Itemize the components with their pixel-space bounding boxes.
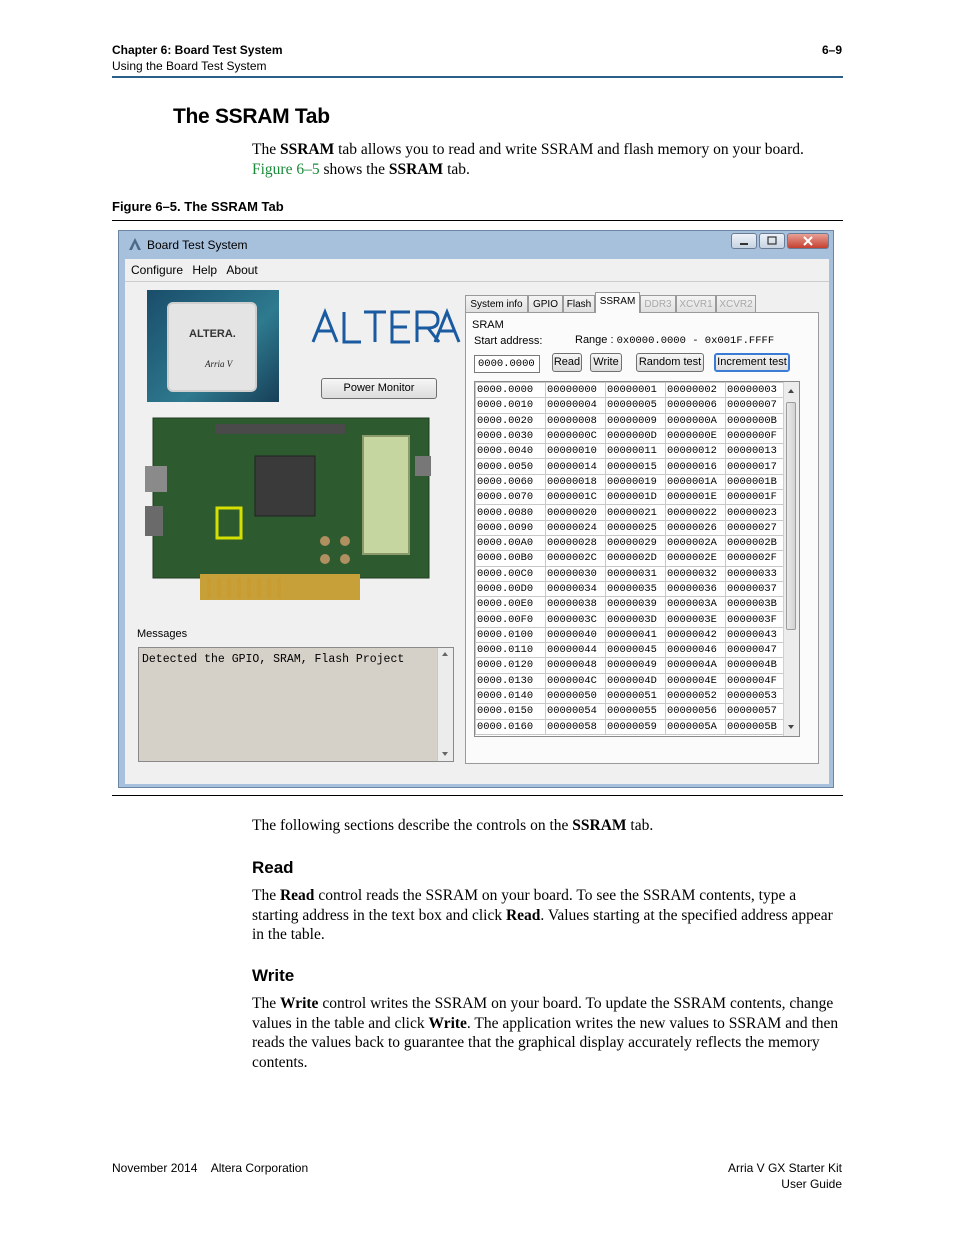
menu-about[interactable]: About: [226, 263, 258, 277]
data-cell[interactable]: 0000000C: [546, 428, 606, 443]
running-header-chapter: Chapter 6: Board Test System: [112, 43, 283, 57]
table-row: [476, 444, 786, 459]
message-text: Detected the GPIO, SRAM, Flash Project: [142, 653, 405, 666]
data-cell[interactable]: 00000047: [726, 643, 786, 658]
close-button[interactable]: [787, 233, 829, 249]
header-rule: [112, 76, 843, 78]
address-cell: 0000.0000: [476, 383, 546, 398]
menu-bar: [125, 259, 829, 281]
data-cell[interactable]: 0000003B: [726, 597, 786, 612]
data-cell[interactable]: 0000002D: [606, 551, 666, 566]
address-cell: 0000.0130: [476, 673, 546, 688]
data-cell[interactable]: 0000004A: [666, 658, 726, 673]
data-cell[interactable]: 00000057: [726, 704, 786, 719]
footer-date: November 2014: [112, 1161, 198, 1175]
footer-product: Arria V GX Starter Kit: [727, 1161, 842, 1175]
data-cell[interactable]: 00000005: [606, 398, 666, 413]
data-cell[interactable]: 00000009: [606, 413, 666, 428]
table-row: [476, 413, 786, 428]
data-cell[interactable]: 00000044: [546, 643, 606, 658]
figure-rule-top: [112, 220, 843, 221]
data-cell[interactable]: 0000004F: [726, 673, 786, 688]
window-client-area: [125, 281, 829, 784]
table-row: [476, 490, 786, 505]
tab-flash[interactable]: Flash: [563, 295, 595, 312]
figure-link[interactable]: Figure 6–5: [252, 160, 320, 178]
tab-system-info[interactable]: System info: [465, 295, 528, 312]
data-cell[interactable]: 0000001B: [726, 474, 786, 489]
data-cell[interactable]: 00000052: [666, 688, 726, 703]
data-cell[interactable]: 0000000E: [666, 428, 726, 443]
menu-help[interactable]: Help: [192, 263, 218, 277]
maximize-button[interactable]: [759, 233, 785, 249]
tab-gpio[interactable]: GPIO: [528, 295, 563, 312]
address-cell: 0000.0030: [476, 428, 546, 443]
altera-logo: [311, 308, 461, 348]
data-cell[interactable]: 0000000B: [726, 413, 786, 428]
data-cell[interactable]: 0000002E: [666, 551, 726, 566]
data-cell[interactable]: 00000035: [606, 581, 666, 596]
read-button[interactable]: Read: [552, 353, 582, 372]
data-cell[interactable]: 00000038: [546, 597, 606, 612]
table-scrollbar[interactable]: [783, 382, 799, 736]
app-icon: [128, 237, 142, 251]
table-row: [476, 551, 786, 566]
messages-scrollbar[interactable]: [437, 648, 453, 761]
data-cell[interactable]: 00000021: [606, 505, 666, 520]
data-cell[interactable]: 00000043: [726, 627, 786, 642]
table-row: [476, 566, 786, 581]
data-cell[interactable]: 00000016: [666, 459, 726, 474]
address-cell: 0000.00F0: [476, 612, 546, 627]
data-cell[interactable]: 00000020: [546, 505, 606, 520]
data-cell[interactable]: 00000036: [666, 581, 726, 596]
write-paragraph: The Write control writes the SSRAM on your board. To update the SSRAM contents, change values in the table and click Write. The application writes the new values to SSRAM and then reads the values back to guarantee that the graphical display accurately reflects the memory contents.: [252, 995, 839, 1071]
address-cell: 0000.0070: [476, 490, 546, 505]
data-cell[interactable]: 00000032: [666, 566, 726, 581]
address-cell: 0000.0100: [476, 627, 546, 642]
table-row: [476, 612, 786, 627]
data-cell[interactable]: 0000001D: [606, 490, 666, 505]
data-cell[interactable]: 00000034: [546, 581, 606, 596]
memory-table: [474, 381, 800, 737]
data-cell[interactable]: 0000003A: [666, 597, 726, 612]
data-cell[interactable]: 00000013: [726, 444, 786, 459]
address-cell: 0000.00E0: [476, 597, 546, 612]
data-cell[interactable]: 00000023: [726, 505, 786, 520]
table-row: [476, 383, 786, 398]
data-cell[interactable]: 00000041: [606, 627, 666, 642]
table-row: [476, 505, 786, 520]
data-cell[interactable]: 00000037: [726, 581, 786, 596]
address-cell: 0000.0010: [476, 398, 546, 413]
data-cell[interactable]: 00000033: [726, 566, 786, 581]
range-value: 0x0000.0000 - 0x001F.FFFF: [616, 335, 775, 347]
data-cell[interactable]: 00000059: [606, 719, 666, 734]
data-cell[interactable]: 00000018: [546, 474, 606, 489]
table-row: [476, 719, 786, 734]
dev-board-photo: [145, 416, 435, 606]
random-test-button[interactable]: Random test: [636, 353, 704, 372]
data-cell[interactable]: 0000001A: [666, 474, 726, 489]
data-cell[interactable]: 00000030: [546, 566, 606, 581]
address-cell: 0000.0060: [476, 474, 546, 489]
scroll-arrows-icon: [438, 648, 452, 761]
data-cell[interactable]: 00000051: [606, 688, 666, 703]
data-cell[interactable]: 0000005A: [666, 719, 726, 734]
running-header-section: Using the Board Test System: [112, 59, 267, 73]
data-cell[interactable]: 00000017: [726, 459, 786, 474]
data-cell[interactable]: 00000010: [546, 444, 606, 459]
figure-rule-bottom: [112, 795, 843, 796]
table-row: [476, 704, 786, 719]
start-address-label: Start address:: [474, 335, 543, 347]
table-row: [476, 627, 786, 642]
footer-right: [728, 1160, 842, 1192]
table-row: [476, 474, 786, 489]
power-monitor-button[interactable]: Power Monitor: [321, 378, 437, 399]
table-row: [476, 581, 786, 596]
data-cell[interactable]: 0000002F: [726, 551, 786, 566]
data-cell[interactable]: 00000046: [666, 643, 726, 658]
address-cell: 0000.00A0: [476, 535, 546, 550]
data-cell[interactable]: 0000003C: [546, 612, 606, 627]
tab-ddr3[interactable]: DDR3: [640, 295, 676, 312]
footer-left: [112, 1160, 308, 1176]
group-label: SRAM: [472, 319, 504, 331]
range-label: Range : 0x0000.0000 - 0x001F.FFFF: [575, 334, 775, 347]
data-cell[interactable]: 00000011: [606, 444, 666, 459]
data-cell[interactable]: 00000048: [546, 658, 606, 673]
following-paragraph: The following sections describe the controls on the SSRAM tab.: [252, 817, 654, 834]
data-cell[interactable]: 00000003: [726, 383, 786, 398]
tab-ssram[interactable]: SSRAM: [595, 292, 640, 313]
data-cell[interactable]: 0000003D: [606, 612, 666, 627]
maximize-icon: [760, 234, 784, 248]
data-cell[interactable]: 0000003F: [726, 612, 786, 627]
data-cell[interactable]: 0000004E: [666, 673, 726, 688]
window-title: Board Test System: [147, 238, 248, 252]
ssram-panel: [465, 312, 819, 764]
data-cell[interactable]: 00000028: [546, 535, 606, 550]
data-cell[interactable]: 00000029: [606, 535, 666, 550]
intro-paragraph: The SSRAM tab allows you to read and write SSRAM and flash memory on your board. Figure 6–5 shows the SSRAM tab.: [252, 141, 804, 178]
address-cell: 0000.0150: [476, 704, 546, 719]
data-cell[interactable]: 00000053: [726, 688, 786, 703]
messages-box[interactable]: [138, 647, 454, 762]
data-cell[interactable]: 0000001F: [726, 490, 786, 505]
data-cell[interactable]: 00000000: [546, 383, 606, 398]
chip-family-text: Arria V: [205, 359, 233, 369]
data-cell[interactable]: 0000001C: [546, 490, 606, 505]
data-cell[interactable]: 00000039: [606, 597, 666, 612]
board-test-window: [118, 230, 834, 788]
fpga-chip: [169, 304, 255, 390]
data-cell[interactable]: 00000007: [726, 398, 786, 413]
data-cell[interactable]: 00000008: [546, 413, 606, 428]
data-cell[interactable]: 00000031: [606, 566, 666, 581]
data-cell[interactable]: 0000003E: [666, 612, 726, 627]
chip-brand-text: ALTERA.: [189, 328, 236, 340]
data-cell[interactable]: 00000040: [546, 627, 606, 642]
table-row: [476, 428, 786, 443]
minimize-button[interactable]: [731, 233, 757, 249]
data-cell[interactable]: 00000042: [666, 627, 726, 642]
data-cell[interactable]: 00000056: [666, 704, 726, 719]
table-row: [476, 688, 786, 703]
data-cell[interactable]: 00000001: [606, 383, 666, 398]
table-row: [476, 673, 786, 688]
data-cell[interactable]: 00000019: [606, 474, 666, 489]
footer-company: Altera Corporation: [210, 1161, 309, 1175]
messages-label: Messages: [137, 628, 188, 640]
table-row: [476, 643, 786, 658]
tab-xcvr1[interactable]: XCVR1: [676, 295, 716, 312]
address-cell: 0000.0160: [476, 719, 546, 734]
data-cell[interactable]: 00000024: [546, 520, 606, 535]
data-cell[interactable]: 0000002A: [666, 535, 726, 550]
address-cell: 0000.0120: [476, 658, 546, 673]
increment-test-button[interactable]: Increment test: [714, 353, 790, 372]
data-cell[interactable]: 0000004B: [726, 658, 786, 673]
tab-xcvr2[interactable]: XCVR2: [716, 295, 756, 312]
read-paragraph: The Read control reads the SSRAM on your board. To see the SSRAM contents, type a starting address in the text box and click Read. Values starting at the specified address appear in the table.: [252, 887, 833, 943]
data-cell[interactable]: 00000002: [666, 383, 726, 398]
address-cell: 0000.0090: [476, 520, 546, 535]
write-heading: Write: [252, 966, 295, 985]
start-address-input[interactable]: 0000.0000: [474, 355, 540, 373]
data-cell[interactable]: 0000002B: [726, 535, 786, 550]
table-row: [476, 459, 786, 474]
data-cell[interactable]: 00000027: [726, 520, 786, 535]
page-number: 6–9: [821, 43, 842, 57]
read-heading: Read: [252, 858, 294, 877]
data-cell[interactable]: 00000058: [546, 719, 606, 734]
figure-caption: Figure 6–5. The SSRAM Tab: [112, 199, 284, 214]
data-cell[interactable]: 00000026: [666, 520, 726, 535]
address-cell: 0000.0020: [476, 413, 546, 428]
write-button[interactable]: Write: [590, 353, 622, 372]
data-cell[interactable]: 0000005B: [726, 719, 786, 734]
data-cell[interactable]: 00000012: [666, 444, 726, 459]
address-cell: 0000.0110: [476, 643, 546, 658]
footer-doc: User Guide: [781, 1177, 842, 1191]
data-cell[interactable]: 00000054: [546, 704, 606, 719]
minimize-icon: [732, 234, 756, 248]
data-cell[interactable]: 00000050: [546, 688, 606, 703]
address-cell: 0000.00D0: [476, 581, 546, 596]
data-cell[interactable]: 0000004C: [546, 673, 606, 688]
address-cell: 0000.0040: [476, 444, 546, 459]
close-icon: [788, 234, 828, 248]
data-cell[interactable]: 00000014: [546, 459, 606, 474]
data-cell[interactable]: 0000000F: [726, 428, 786, 443]
scrollbar-thumb[interactable]: [786, 402, 796, 630]
data-cell[interactable]: 0000000D: [606, 428, 666, 443]
data-cell[interactable]: 00000025: [606, 520, 666, 535]
address-cell: 0000.0140: [476, 688, 546, 703]
section-title: The SSRAM Tab: [173, 105, 330, 128]
data-cell[interactable]: 0000002C: [546, 551, 606, 566]
data-cell[interactable]: 0000000A: [666, 413, 726, 428]
address-cell: 0000.00B0: [476, 551, 546, 566]
table-row: [476, 398, 786, 413]
table-row: [476, 535, 786, 550]
table-row: [476, 597, 786, 612]
table-row: [476, 658, 786, 673]
data-cell[interactable]: 00000045: [606, 643, 666, 658]
table-row: [476, 520, 786, 535]
address-cell: 0000.00C0: [476, 566, 546, 581]
data-cell[interactable]: 00000022: [666, 505, 726, 520]
data-cell[interactable]: 00000055: [606, 704, 666, 719]
data-cell[interactable]: 0000004D: [606, 673, 666, 688]
data-cell[interactable]: 0000001E: [666, 490, 726, 505]
menu-configure[interactable]: Configure: [131, 263, 184, 277]
data-cell[interactable]: 00000049: [606, 658, 666, 673]
data-cell[interactable]: 00000006: [666, 398, 726, 413]
data-cell[interactable]: 00000015: [606, 459, 666, 474]
address-cell: 0000.0080: [476, 505, 546, 520]
fpga-chip-photo: [147, 290, 279, 402]
data-cell[interactable]: 00000004: [546, 398, 606, 413]
address-cell: 0000.0050: [476, 459, 546, 474]
